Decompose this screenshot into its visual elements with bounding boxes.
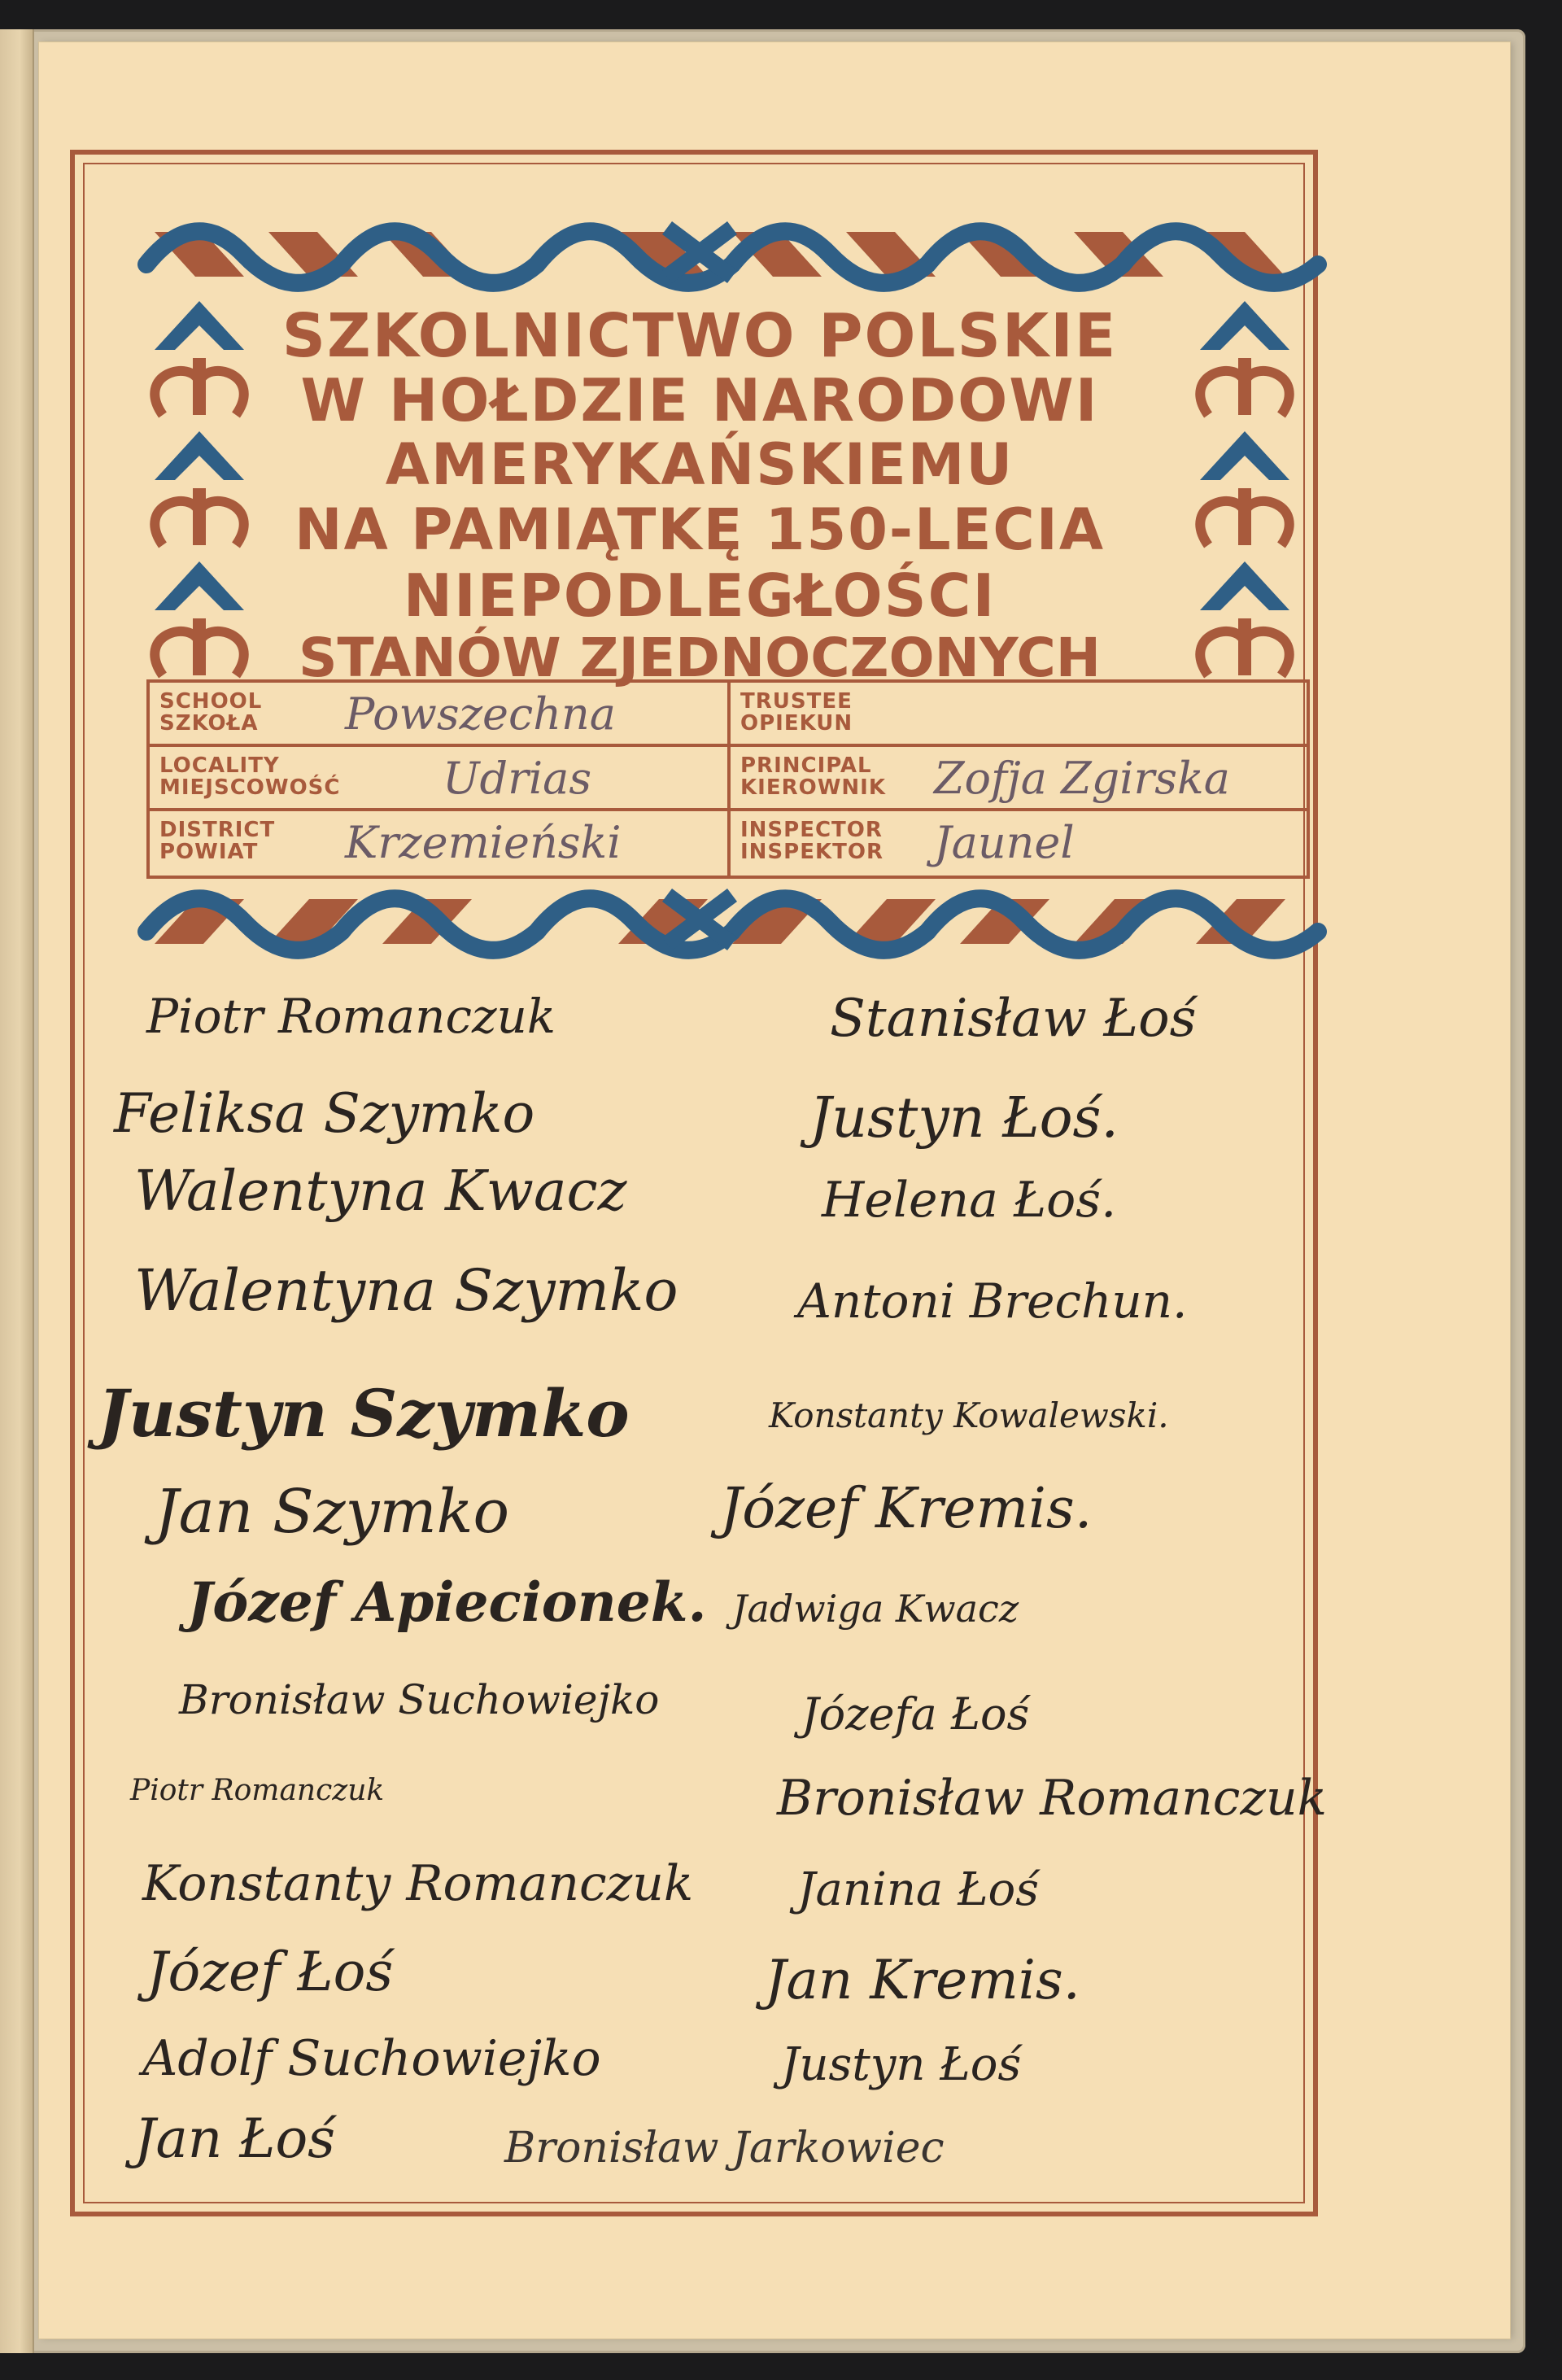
title-line-2: W HOŁDZIE NARODOWI: [300, 366, 1099, 435]
signature-left-5: Justyn Szymko: [98, 1375, 630, 1452]
school-label: SCHOOL SZKOŁA: [159, 689, 263, 736]
title-line-3: AMERYKAŃSKIEMU: [385, 431, 1014, 498]
signature-right-9: Bronisław Romanczuk: [777, 1770, 1327, 1827]
signature-left-3: Walentyna Kwacz: [134, 1159, 627, 1224]
signature-right-12: Justyn Łoś: [781, 2038, 1022, 2091]
inspector-row: [731, 811, 1307, 876]
signature-left-2: Feliksa Szymko: [114, 1082, 535, 1145]
signature-right-8: Józefa Łoś: [801, 1688, 1030, 1740]
trustee-label: TRUSTEE OPIEKUN: [740, 689, 853, 736]
info-column-right: [731, 683, 1307, 876]
title-line-4: NA PAMIĄTKĘ 150-LECIA: [295, 496, 1105, 563]
signature-left-7: Józef Apiecionek.: [187, 1570, 707, 1634]
signature-left-1: Piotr Romanczuk: [146, 989, 556, 1044]
signature-right-3: Helena Łoś.: [822, 1172, 1117, 1229]
district-row: [150, 811, 727, 876]
title-line-5: NIEPODLEGŁOŚCI: [403, 561, 997, 630]
locality-label: LOCALITY MIEJSCOWOŚĆ: [159, 753, 341, 800]
signature-right-6: Józef Kremis.: [720, 1477, 1093, 1541]
title-line-1: SZKOLNICTWO POLSKIE: [281, 301, 1118, 371]
principal-value: Zofja Zgirska: [934, 753, 1230, 804]
locality-row: [150, 747, 727, 811]
signature-right-2: Justyn Łoś.: [809, 1086, 1119, 1151]
signature-left-9: Piotr Romanczuk: [130, 1774, 385, 1807]
signature-right-5: Konstanty Kowalewski.: [769, 1395, 1169, 1435]
signature-bottom: Bronisław Jarkowiec: [504, 2124, 945, 2173]
school-row: [150, 683, 727, 747]
inspector-label: INSPECTOR INSPEKTOR: [740, 818, 884, 864]
signature-right-1: Stanisław Łoś: [830, 989, 1197, 1049]
signature-left-10: Konstanty Romanczuk: [142, 1855, 694, 1912]
signature-left-8: Bronisław Suchowiejko: [179, 1676, 660, 1723]
info-column-left: [150, 683, 731, 876]
signature-right-10: Janina Łoś: [797, 1863, 1039, 1916]
signature-left-4: Walentyna Szymko: [134, 1257, 678, 1324]
locality-value: Udrias: [443, 753, 592, 804]
signature-right-11: Jan Kremis.: [765, 1949, 1080, 2011]
bottom-ornament-band: [146, 895, 1318, 950]
principal-label: PRINCIPAL KIEROWNIK: [740, 753, 886, 800]
inspector-value: Jaunel: [934, 817, 1075, 868]
signature-left-13: Jan Łoś: [134, 2107, 336, 2170]
signature-right-4: Antoni Brechun.: [797, 1273, 1188, 1329]
principal-row: [731, 747, 1307, 811]
school-value: Powszechna: [345, 688, 616, 740]
school-info-table: [146, 679, 1310, 879]
signature-right-7: Jadwiga Kwacz: [732, 1587, 1019, 1631]
signature-left-11: Józef Łoś: [146, 1941, 394, 2003]
district-label: DISTRICT POWIAT: [159, 818, 276, 864]
district-value: Krzemieński: [345, 817, 622, 868]
signature-left-6: Jan Szymko: [155, 1477, 510, 1547]
trustee-row: [731, 683, 1307, 747]
signature-left-12: Adolf Suchowiejko: [142, 2030, 601, 2087]
title-line-6: STANÓW ZJEDNOCZONYCH: [298, 627, 1101, 689]
